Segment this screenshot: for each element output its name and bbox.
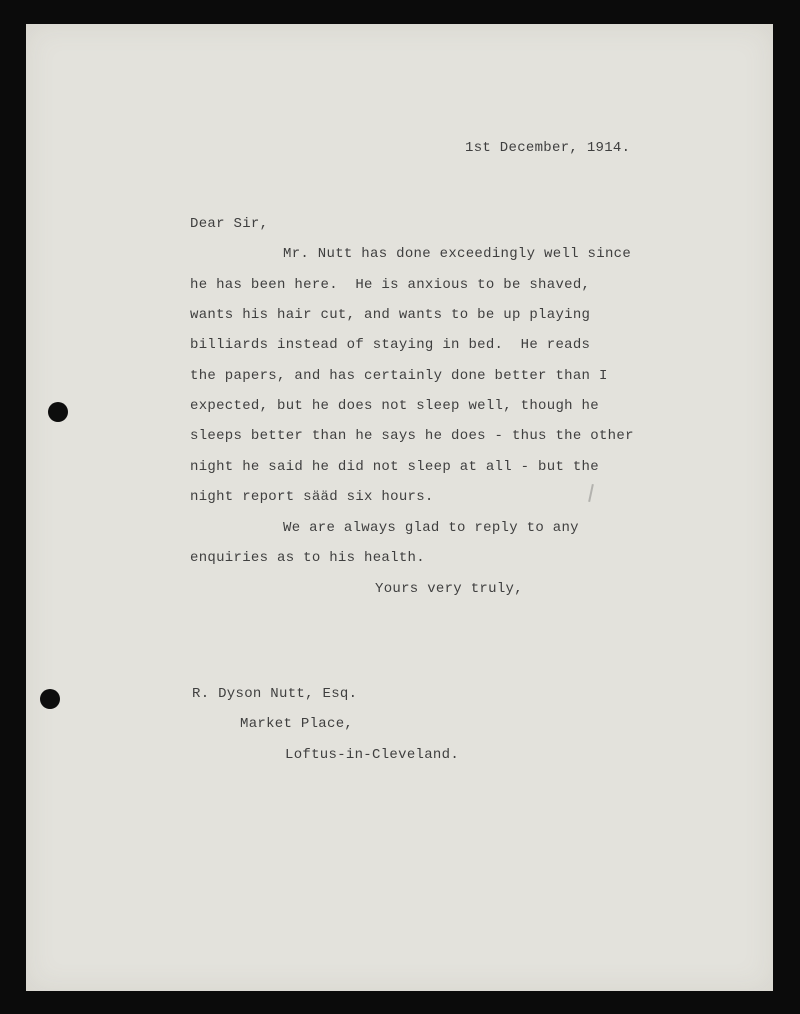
- body-line-3: wants his hair cut, and wants to be up playing: [190, 307, 591, 323]
- body-line-6: expected, but he does not sleep well, though he: [190, 398, 599, 414]
- body-line-2: he has been here. He is anxious to be shaved,: [190, 277, 591, 293]
- body-line-8: night he said he did not sleep at all - but the: [190, 459, 599, 475]
- body-line-10: We are always glad to reply to any: [283, 520, 579, 536]
- body-line-9: night report sääd six hours.: [190, 489, 434, 505]
- punch-hole-top: [48, 402, 68, 422]
- closing: Yours very truly,: [375, 581, 523, 597]
- punch-hole-bottom: [40, 689, 60, 709]
- body-line-7: sleeps better than he says he does - thus the other: [190, 428, 634, 444]
- address-line-2: Market Place,: [240, 716, 354, 732]
- letter-date: 1st December, 1914.: [465, 140, 631, 156]
- body-line-4: billiards instead of staying in bed. He reads: [190, 337, 591, 353]
- paper-sheet: [26, 24, 773, 991]
- address-line-1: R. Dyson Nutt, Esq.: [192, 686, 358, 702]
- salutation: Dear Sir,: [190, 216, 269, 232]
- body-line-1: Mr. Nutt has done exceedingly well since: [283, 246, 632, 262]
- address-line-3: Loftus-in-Cleveland.: [285, 747, 460, 763]
- body-line-11: enquiries as to his health.: [190, 550, 425, 566]
- body-line-5: the papers, and has certainly done better than I: [190, 368, 608, 384]
